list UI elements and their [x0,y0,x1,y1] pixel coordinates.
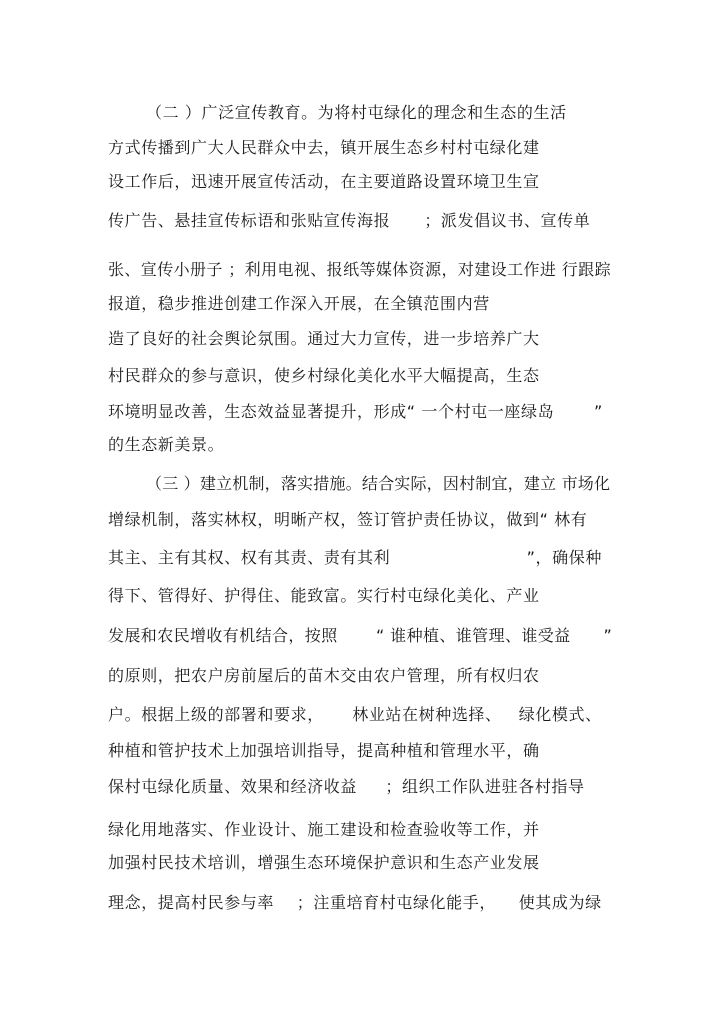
text-line: 村民群众的参与意识，使乡村绿化美化水平大幅提高，生态 [108,366,540,385]
text-line: 户。根据上级的部署和要求， 林业站在树种选择、 绿化模式、 [108,705,602,724]
text-line: 设工作后，迅速开展宣传活动，在主要道路设置环境卫生宣 [108,172,540,191]
text-line: 加强村民技术培训，增强生态环境保护意识和生态产业发展 [108,853,540,872]
text-line: 造了良好的社会舆论氛围。通过大力宣传，进一步培养广大 [108,329,540,348]
text-line: 其主、主有其权、权有其责、责有其利 ”，确保种 [108,548,602,567]
text-line: （三 ）建立机制，落实措施。结合实际，因村制宜，建立 市场化 [146,474,611,493]
text-line: 报道，稳步推进创建工作深入开展，在全镇范围内营 [108,294,490,313]
text-line: 增绿机制，落实林权，明晰产权，签订管护责任协议，做到“ 林有 [108,510,588,529]
text-line: 理念，提高村民参与率 ；注重培育村屯绿化能手， 使其成为绿 [108,893,602,912]
text-line: 环境明显改善，生态效益显著提升，形成“ 一个村屯一座绿岛 ” [108,402,603,421]
text-line: 发展和农民增收有机结合，按照 “ 谁种植、谁管理、谁受益 ” [108,626,613,645]
text-line: 张、宣传小册子 ；利用电视、报纸等媒体资源，对建设工作进 行跟踪 [108,260,611,279]
text-line: 方式传播到广大人民群众中去，镇开展生态乡村村屯绿化建 [108,138,540,157]
text-line: 种植和管护技术上加强培训指导，提高种植和管理水平，确 [108,741,540,760]
text-line: （二 ）广泛宣传教育。为将村屯绿化的理念和生态的生活 [146,103,567,122]
text-line: 保村屯绿化质量、效果和经济收益 ；组织工作队进驻各村指导 [108,777,585,796]
text-line: 的生态新美景。 [108,435,225,454]
text-line: 传广告、悬挂宣传标语和张贴宣传海报 ；派发倡议书、宣传单 [108,211,591,230]
text-line: 绿化用地落实、作业设计、施工建设和检查验收等工作，并 [108,820,540,839]
text-line: 的原则，把农户房前屋后的苗木交由农户管理，所有权归农 [108,666,540,685]
text-line: 得下、管得好、护得住、能致富。实行村屯绿化美化、产业 [108,586,540,605]
